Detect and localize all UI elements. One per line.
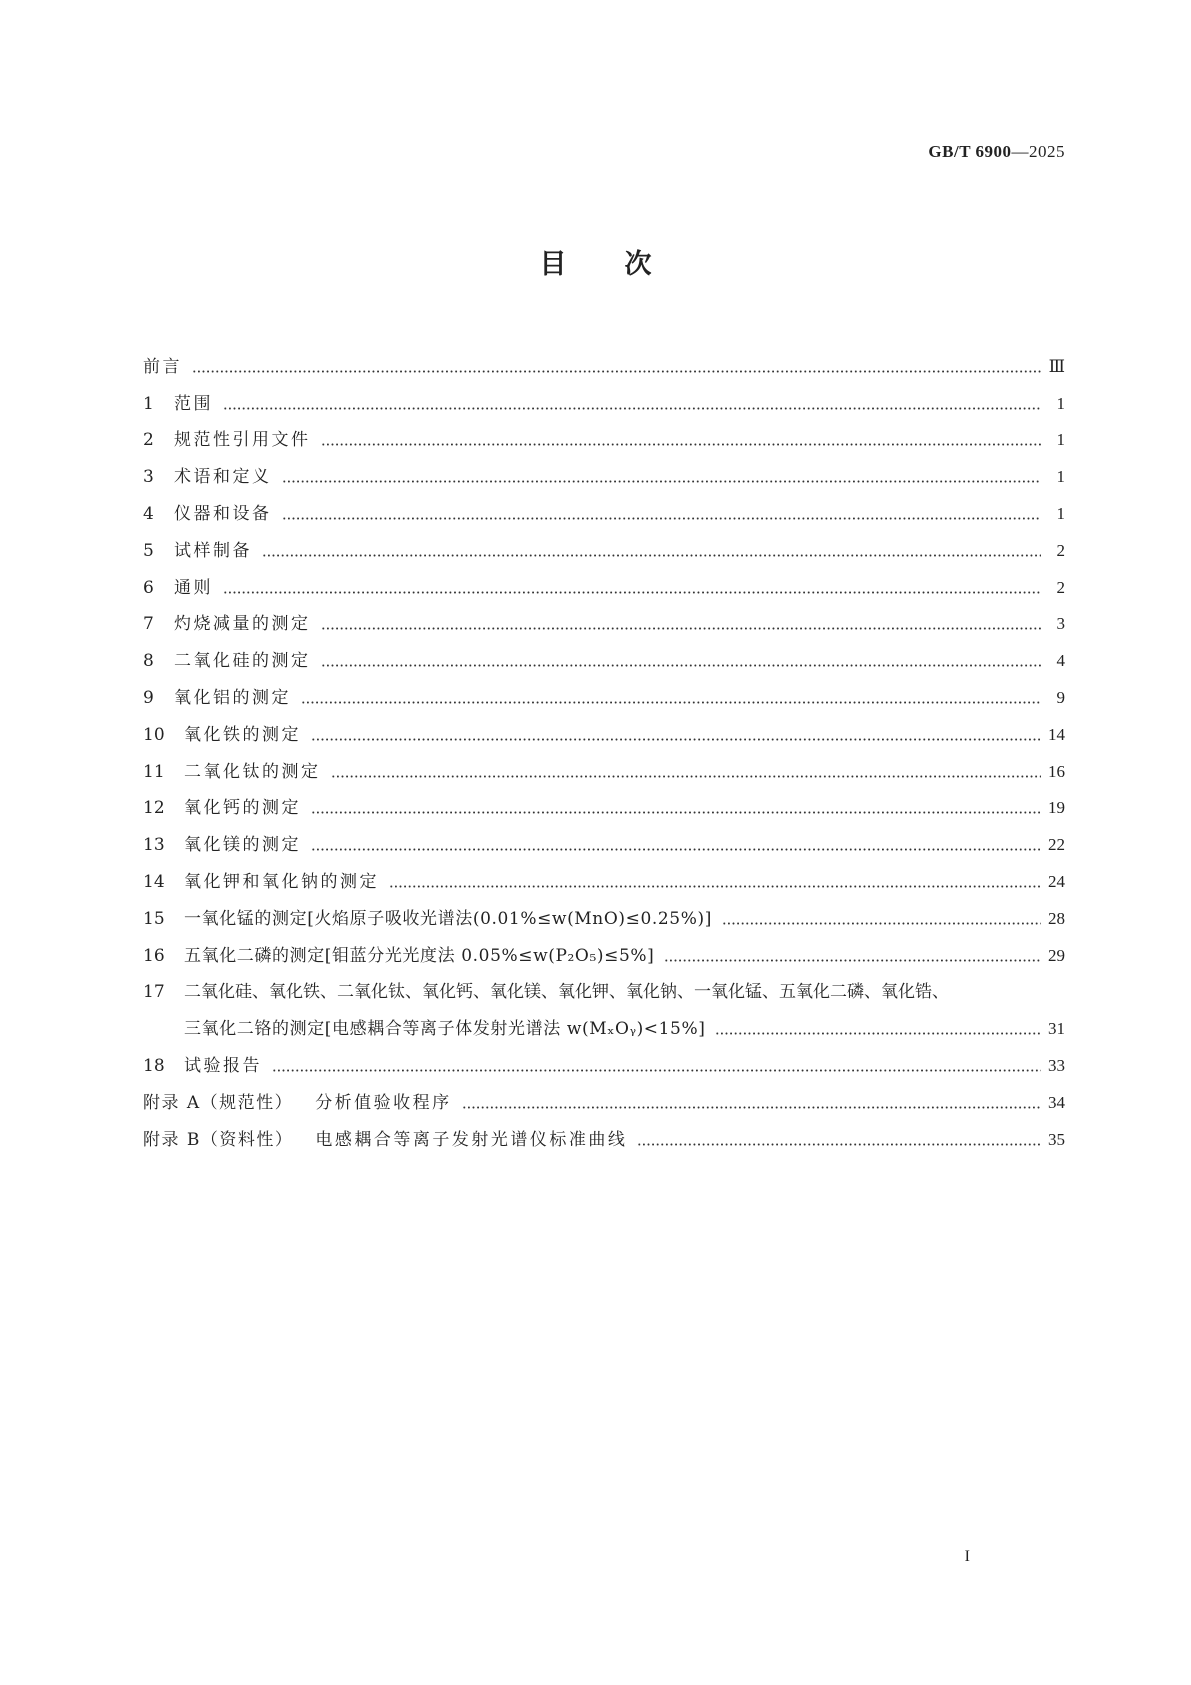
toc-entry-page: 28 [1048, 908, 1065, 928]
page-title: 目次 [539, 249, 710, 280]
toc-entry-title: 五氧化二磷的测定[钼蓝分光光度法 0.05%≤w(P₂O₅)≤5%] [184, 945, 655, 966]
dot-leader [262, 545, 1041, 557]
dot-leader [321, 618, 1042, 630]
toc-entry[interactable] [143, 598, 1065, 635]
dot-leader [311, 802, 1041, 814]
toc-entry-title: 氧化钙的测定 [184, 798, 301, 819]
dot-leader [321, 655, 1042, 667]
toc-entry-page: 33 [1048, 1055, 1065, 1075]
toc-entry-page: 4 [1056, 651, 1065, 671]
toc-entry-number: 14 [143, 871, 165, 892]
toc-entry-number: 6 [143, 577, 154, 598]
toc-entry-number: 15 [143, 908, 165, 929]
toc-entry[interactable] [143, 966, 1065, 1003]
toc-entry-number: 18 [143, 1055, 165, 1076]
toc-entry-number: 9 [143, 687, 154, 708]
toc-entry-title: 试验报告 [184, 1055, 262, 1076]
toc-entry-number: 10 [143, 724, 165, 745]
standard-number [928, 142, 1065, 162]
toc-entry-number: 7 [143, 614, 154, 635]
toc-entry[interactable] [143, 855, 1065, 892]
toc-entry-page: 16 [1048, 761, 1065, 781]
toc-entry-number: 5 [143, 540, 154, 561]
toc-entry[interactable] [143, 745, 1065, 782]
dot-leader [715, 1023, 1041, 1035]
toc-appendix-b[interactable] [143, 1113, 1065, 1150]
toc-entry-number: 17 [143, 982, 165, 1003]
toc-entry[interactable] [143, 671, 1065, 708]
toc-entry-number: 16 [143, 945, 165, 966]
appendix-title: 电感耦合等离子发射光谱仪标准曲线 [315, 1129, 628, 1150]
appendix-label: 附录 B（资料性） [143, 1129, 294, 1150]
toc-entry-number: 11 [143, 761, 165, 782]
dot-leader [664, 950, 1041, 962]
toc-entry-title: 二氧化钛的测定 [184, 761, 321, 782]
toc-entry-title: 二氧化硅、氧化铁、二氧化钛、氧化钙、氧化镁、氧化钾、氧化钠、一氧化锰、五氧化二磷、氧化锆、 [184, 982, 949, 1003]
dot-leader [637, 1134, 1041, 1146]
dot-leader [722, 913, 1041, 925]
toc-entry-page: 14 [1048, 724, 1065, 744]
dot-leader [389, 876, 1041, 888]
toc-entry-page: 29 [1048, 945, 1065, 965]
toc-entry-number: 3 [143, 467, 154, 488]
dot-leader [282, 471, 1042, 483]
appendix-label: 附录 A（规范性） [143, 1092, 294, 1113]
dot-leader [192, 361, 1041, 373]
toc-entry-title: 范围 [174, 393, 213, 414]
dot-leader [301, 692, 1041, 704]
toc-appendix-a[interactable] [143, 1076, 1065, 1113]
toc-entry-number: 13 [143, 835, 165, 856]
toc-entry[interactable] [143, 487, 1065, 524]
toc-entry-page: 2 [1056, 577, 1065, 597]
toc-entry-title: 灼烧减量的测定 [174, 614, 311, 635]
toc-entry-page: 2 [1056, 540, 1065, 560]
toc-entry[interactable] [143, 634, 1065, 671]
toc-entry-title: 氧化镁的测定 [184, 835, 301, 856]
toc-entry[interactable] [143, 524, 1065, 561]
toc-entry-title: 试样制备 [174, 540, 252, 561]
toc-entry[interactable] [143, 818, 1065, 855]
toc-entry-page: 22 [1048, 835, 1065, 855]
dot-leader [223, 582, 1041, 594]
appendix-page: 34 [1048, 1092, 1065, 1112]
toc-entry-title: 一氧化锰的测定[火焰原子吸收光谱法(0.01%≤w(MnO)≤0.25%)] [184, 908, 712, 929]
toc-entry-title: 氧化铝的测定 [174, 687, 291, 708]
dot-leader [282, 508, 1042, 520]
toc-entry-page: 1 [1056, 503, 1065, 523]
toc-entry-title: 规范性引用文件 [174, 430, 311, 451]
toc-entry[interactable] [143, 929, 1065, 966]
toc-entry-page: 1 [1056, 430, 1065, 450]
toc-entry-page: 1 [1056, 467, 1065, 487]
appendix-page: 35 [1048, 1129, 1065, 1149]
toc-entry-number: 1 [143, 393, 154, 414]
toc-entry[interactable] [143, 892, 1065, 929]
toc-entry-number: 8 [143, 651, 154, 672]
toc-entry-title: 二氧化硅的测定 [174, 651, 311, 672]
dot-leader [223, 398, 1041, 410]
toc-entry-title: 通则 [174, 577, 213, 598]
toc-entry-page: 1 [1056, 393, 1065, 413]
standard-code: GB/T 6900 [928, 142, 1012, 161]
appendix-title: 分析值验收程序 [315, 1092, 452, 1113]
dot-leader [462, 1097, 1041, 1109]
toc-entry-number: 4 [143, 503, 154, 524]
toc-entry[interactable] [143, 561, 1065, 598]
toc-entry-title: 氧化钾和氧化钠的测定 [184, 871, 379, 892]
toc-entry-title: 仪器和设备 [174, 503, 272, 524]
toc-entry-title-continuation: 三氧化二铬的测定[电感耦合等离子体发射光谱法 w(MₓOᵧ)<15%] [184, 1019, 706, 1040]
toc-entry-page: 3 [1056, 614, 1065, 634]
toc-entry[interactable] [143, 782, 1065, 819]
toc-entry-number: 2 [143, 430, 154, 451]
dot-leader [331, 766, 1042, 778]
dot-leader [311, 839, 1041, 851]
table-of-contents [143, 340, 1065, 1150]
toc-entry-title: 氧化铁的测定 [184, 724, 301, 745]
toc-entry-page: 19 [1048, 798, 1065, 818]
toc-entry[interactable] [143, 377, 1065, 414]
toc-entry-page: Ⅲ [1048, 356, 1065, 376]
toc-entry-page: 24 [1048, 871, 1065, 891]
toc-entry-continuation[interactable] [143, 1002, 1065, 1039]
toc-entry-page: 31 [1048, 1019, 1065, 1039]
toc-entry-number: 12 [143, 798, 165, 819]
toc-entry-foreword[interactable] [143, 340, 1065, 377]
standard-year: —2025 [1011, 142, 1065, 161]
toc-entry[interactable] [143, 414, 1065, 451]
page-number: I [964, 1548, 970, 1565]
toc-entry-title: 前言 [143, 356, 182, 377]
toc-entry-title: 术语和定义 [174, 467, 272, 488]
dot-leader [272, 1060, 1041, 1072]
toc-entry[interactable] [143, 1039, 1065, 1076]
dot-leader [321, 434, 1042, 446]
dot-leader [311, 729, 1041, 741]
toc-entry[interactable] [143, 708, 1065, 745]
toc-entry[interactable] [143, 450, 1065, 487]
toc-entry-page: 9 [1056, 687, 1065, 707]
